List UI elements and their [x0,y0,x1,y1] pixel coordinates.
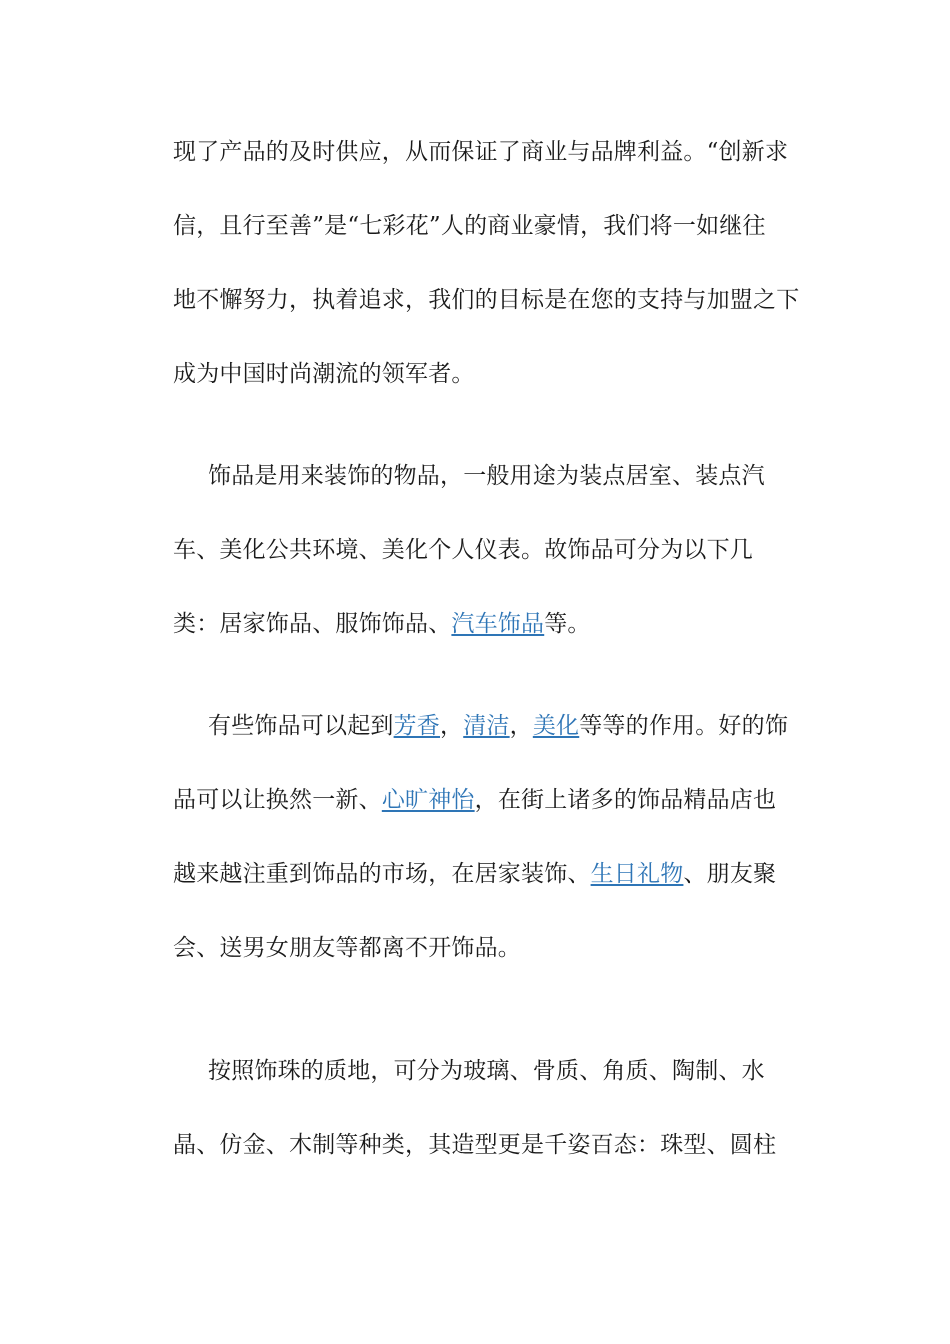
paragraph3-line1 [208,711,788,741]
paragraph3-line3-text-before: 越来越注重到饰品的市场，在居家装饰、 [173,861,591,887]
paragraph1-line4: 成为中国时尚潮流的领军者。 [173,361,475,387]
paragraph3-line4: 会、送男女朋友等都离不开饰品。 [173,935,521,961]
link-fragrance[interactable]: 芳香 [393,713,441,739]
paragraph2-line1: 饰品是用来装饰的物品，一般用途为装点居室、装点汽 [208,463,765,489]
link-birthday-gift[interactable]: 生日礼物 [590,861,684,887]
paragraph3-line2 [173,785,776,815]
paragraph3-line1-text-after: 等等的作用。好的饰 [579,713,789,739]
paragraph3-line3 [173,859,776,889]
paragraph3-line3-text-after: 、朋友聚 [683,861,777,887]
paragraph3-line1-sep1: ， [440,713,464,739]
paragraph3-line2-text-after: ，在街上诸多的饰品精品店也 [474,787,777,813]
paragraph4-line2: 晶、仿金、木制等种类，其造型更是千姿百态：珠型、圆柱 [173,1132,777,1158]
paragraph1-line1: 现了产品的及时供应，从而保证了商业与品牌利益。“创新求 [173,139,789,165]
link-beautify[interactable]: 美化 [532,713,580,739]
link-car-accessories[interactable]: 汽车饰品 [451,611,545,637]
paragraph2-line2: 车、美化公共环境、美化个人仪表。故饰品可分为以下几 [173,537,753,563]
paragraph4-line1: 按照饰珠的质地，可分为玻璃、骨质、角质、陶制、水 [208,1058,765,1084]
paragraph1-line2: 信，且行至善”是“七彩花”人的商业豪情，我们将一如继往 [173,213,766,239]
link-cleaning[interactable]: 清洁 [463,713,510,739]
paragraph3-line1-text-a: 有些饰品可以起到 [208,713,394,739]
paragraph2-line3-text-before: 类：居家饰品、服饰饰品、 [173,611,452,637]
paragraph2-line3 [173,609,591,639]
link-refreshed[interactable]: 心旷神怡 [381,787,475,813]
paragraph1-line3: 地不懈努力，执着追求，我们的目标是在您的支持与加盟之下 [173,287,800,313]
paragraph3-line1-sep2: ， [509,713,533,739]
paragraph3-line2-text-before: 品可以让换然一新、 [173,787,382,813]
paragraph2-line3-text-after: 等。 [544,611,591,637]
